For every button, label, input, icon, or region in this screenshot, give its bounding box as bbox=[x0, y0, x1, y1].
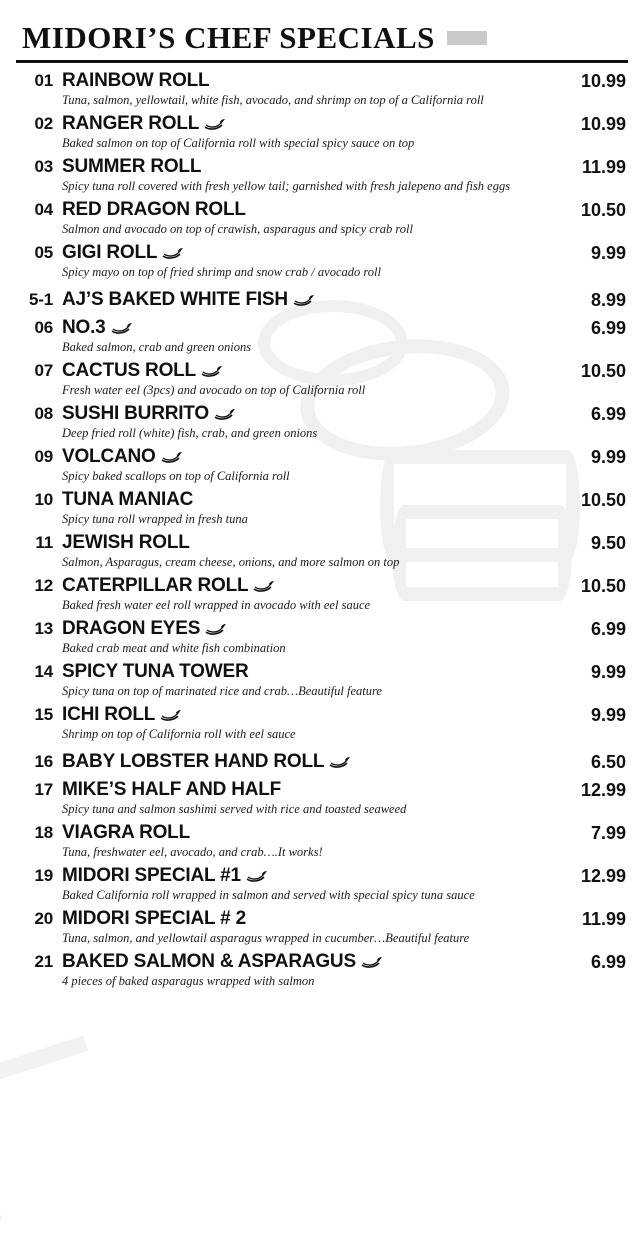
item-description: Tuna, salmon, and yellowtail asparagus wrapped in cucumber…Beautiful feature bbox=[62, 931, 470, 945]
item-body bbox=[62, 907, 564, 946]
menu-item-row bbox=[16, 703, 628, 742]
item-price: 6.99 bbox=[590, 952, 626, 972]
menu-item-row bbox=[16, 750, 628, 774]
item-body bbox=[62, 950, 564, 989]
item-price: 9.99 bbox=[590, 662, 626, 682]
page-title: MIDORI’S CHEF SPECIALS bbox=[22, 20, 435, 55]
item-price: 10.50 bbox=[580, 490, 626, 510]
item-number: 16 bbox=[34, 752, 53, 771]
chili-pepper-icon bbox=[205, 623, 227, 636]
item-description: Baked salmon, crab and green onions bbox=[62, 340, 252, 354]
item-number: 07 bbox=[34, 361, 53, 380]
item-title bbox=[62, 198, 564, 222]
header-block-mark bbox=[447, 31, 487, 45]
item-body bbox=[62, 155, 564, 194]
item-title bbox=[62, 402, 564, 426]
item-number: 14 bbox=[34, 662, 53, 681]
chili-pepper-icon bbox=[361, 956, 383, 969]
item-description: Spicy tuna and salmon sashimi served with rice and toasted seaweed bbox=[62, 802, 407, 816]
item-description: Fresh water eel (3pcs) and avocado on top of California roll bbox=[62, 383, 366, 397]
item-name: AJ’S BAKED WHITE FISH bbox=[62, 289, 288, 310]
menu-item-row bbox=[16, 445, 628, 484]
item-description: Salmon and avocado on top of crawish, asparagus and spicy crab roll bbox=[62, 222, 413, 236]
menu-item-row bbox=[16, 69, 628, 108]
item-title bbox=[62, 750, 564, 774]
item-title bbox=[62, 359, 564, 383]
item-body bbox=[62, 402, 564, 441]
item-name: MIDORI SPECIAL # 2 bbox=[62, 908, 246, 929]
menu-item-row bbox=[16, 198, 628, 237]
menu-item-row bbox=[16, 359, 628, 398]
item-title bbox=[62, 155, 564, 179]
menu-item-row bbox=[16, 778, 628, 817]
menu-header bbox=[16, 14, 628, 63]
chili-pepper-icon bbox=[160, 709, 182, 722]
menu-item-row bbox=[16, 660, 628, 699]
item-description: Baked salmon on top of California roll with special spicy sauce on top bbox=[62, 136, 415, 150]
chili-pepper-icon bbox=[111, 322, 133, 335]
item-name: CACTUS ROLL bbox=[62, 360, 196, 381]
item-title bbox=[62, 617, 564, 641]
item-body bbox=[62, 864, 564, 903]
item-number: 12 bbox=[34, 576, 53, 595]
item-name: JEWISH ROLL bbox=[62, 532, 190, 553]
item-description: Baked crab meat and white fish combination bbox=[62, 641, 286, 655]
item-title bbox=[62, 241, 564, 265]
item-price: 6.50 bbox=[590, 752, 626, 772]
item-name: BAKED SALMON & ASPARAGUS bbox=[62, 951, 356, 972]
menu-item-row bbox=[16, 288, 628, 312]
item-body bbox=[62, 778, 564, 817]
menu-item-row bbox=[16, 316, 628, 355]
item-title bbox=[62, 703, 564, 727]
item-description: Tuna, freshwater eel, avocado, and crab….It works! bbox=[62, 845, 323, 859]
item-description: Spicy tuna roll covered with fresh yellow tail; garnished with fresh jalepeno and fish eggs bbox=[62, 179, 511, 193]
item-description: Baked fresh water eel roll wrapped in avocado with eel sauce bbox=[62, 598, 371, 612]
item-description: 4 pieces of baked asparagus wrapped with salmon bbox=[62, 974, 315, 988]
item-number: 10 bbox=[34, 490, 53, 509]
item-body bbox=[62, 574, 564, 613]
item-name: GIGI ROLL bbox=[62, 242, 158, 263]
item-body bbox=[62, 660, 564, 699]
item-name: NO.3 bbox=[62, 317, 106, 338]
item-body bbox=[62, 617, 564, 656]
item-description: Spicy tuna on top of marinated rice and crab…Beautiful feature bbox=[62, 684, 382, 698]
item-name: MIDORI SPECIAL #1 bbox=[62, 865, 241, 886]
chili-pepper-icon bbox=[162, 247, 184, 260]
item-price: 6.99 bbox=[590, 318, 626, 338]
item-number: 5-1 bbox=[29, 290, 53, 309]
item-body bbox=[62, 488, 564, 527]
item-price: 11.99 bbox=[581, 909, 626, 929]
item-title bbox=[62, 907, 564, 931]
item-price: 10.50 bbox=[580, 200, 626, 220]
item-price: 9.99 bbox=[590, 705, 626, 725]
item-body bbox=[62, 531, 564, 570]
item-title bbox=[62, 445, 564, 469]
item-title bbox=[62, 288, 564, 312]
item-name: TUNA MANIAC bbox=[62, 489, 194, 510]
item-number: 01 bbox=[34, 71, 53, 90]
menu-item-row bbox=[16, 864, 628, 903]
item-name: SUMMER ROLL bbox=[62, 156, 202, 177]
item-number: 15 bbox=[34, 705, 53, 724]
item-number: 20 bbox=[34, 909, 53, 928]
chili-pepper-icon bbox=[329, 756, 351, 769]
item-price: 12.99 bbox=[580, 780, 626, 800]
menu-item-row bbox=[16, 821, 628, 860]
item-number: 05 bbox=[34, 243, 53, 262]
item-body bbox=[62, 359, 564, 398]
item-name: RAINBOW ROLL bbox=[62, 70, 210, 91]
item-number: 09 bbox=[34, 447, 53, 466]
chili-pepper-icon bbox=[204, 118, 226, 131]
menu-item-row bbox=[16, 402, 628, 441]
item-price: 10.50 bbox=[580, 576, 626, 596]
menu-item-row bbox=[16, 950, 628, 989]
item-name: MIKE’S HALF AND HALF bbox=[62, 779, 282, 800]
item-title bbox=[62, 69, 564, 93]
item-title bbox=[62, 864, 564, 888]
item-name: BABY LOBSTER HAND ROLL bbox=[62, 751, 325, 772]
menu-item-row bbox=[16, 574, 628, 613]
item-title bbox=[62, 531, 564, 555]
item-name: SPICY TUNA TOWER bbox=[62, 661, 249, 682]
item-name: ICHI ROLL bbox=[62, 704, 156, 725]
item-price: 9.99 bbox=[590, 447, 626, 467]
item-body bbox=[62, 703, 564, 742]
item-price: 8.99 bbox=[590, 290, 626, 310]
item-price: 10.99 bbox=[580, 71, 626, 91]
item-title bbox=[62, 660, 564, 684]
item-price: 9.99 bbox=[590, 243, 626, 263]
item-number: 19 bbox=[34, 866, 53, 885]
menu-item-row bbox=[16, 112, 628, 151]
item-body bbox=[62, 750, 564, 774]
chili-pepper-icon bbox=[161, 451, 183, 464]
item-price: 12.99 bbox=[580, 866, 626, 886]
item-description: Baked California roll wrapped in salmon and served with special spicy tuna sauce bbox=[62, 888, 475, 902]
item-body bbox=[62, 198, 564, 237]
item-title bbox=[62, 821, 564, 845]
item-number: 13 bbox=[34, 619, 53, 638]
item-number: 02 bbox=[34, 114, 53, 133]
item-name: RANGER ROLL bbox=[62, 113, 200, 134]
chili-pepper-icon bbox=[253, 580, 275, 593]
item-name: VIAGRA ROLL bbox=[62, 822, 190, 843]
item-name: SUSHI BURRITO bbox=[62, 403, 209, 424]
menu-item-row bbox=[16, 617, 628, 656]
item-number: 11 bbox=[35, 533, 53, 552]
item-price: 10.99 bbox=[580, 114, 626, 134]
item-name: CATERPILLAR ROLL bbox=[62, 575, 249, 596]
item-title bbox=[62, 112, 564, 136]
item-name: VOLCANO bbox=[62, 446, 156, 467]
item-price: 6.99 bbox=[590, 404, 626, 424]
item-name: RED DRAGON ROLL bbox=[62, 199, 246, 220]
item-description: Deep fried roll (white) fish, crab, and green onions bbox=[62, 426, 318, 440]
chili-pepper-icon bbox=[293, 294, 315, 307]
item-description: Tuna, salmon, yellowtail, white fish, avocado, and shrimp on top of a California roll bbox=[62, 93, 484, 107]
chili-pepper-icon bbox=[246, 870, 268, 883]
item-description: Spicy tuna roll wrapped in fresh tuna bbox=[62, 512, 248, 526]
menu-item-row bbox=[16, 531, 628, 570]
chili-pepper-icon bbox=[201, 365, 223, 378]
item-price: 6.99 bbox=[590, 619, 626, 639]
item-body bbox=[62, 288, 564, 312]
item-description: Spicy mayo on top of fried shrimp and snow crab / avocado roll bbox=[62, 265, 381, 279]
menu-item-row bbox=[16, 907, 628, 946]
item-body bbox=[62, 821, 564, 860]
item-price: 11.99 bbox=[581, 157, 626, 177]
item-number: 21 bbox=[34, 952, 53, 971]
item-description: Shrimp on top of California roll with eel sauce bbox=[62, 727, 296, 741]
watermark-corner-mark bbox=[0, 1035, 130, 1224]
item-number: 03 bbox=[34, 157, 53, 176]
item-body bbox=[62, 112, 564, 151]
item-number: 08 bbox=[34, 404, 53, 423]
item-body bbox=[62, 316, 564, 355]
item-name: DRAGON EYES bbox=[62, 618, 201, 639]
item-body bbox=[62, 69, 564, 108]
menu-item-row bbox=[16, 155, 628, 194]
item-title bbox=[62, 488, 564, 512]
item-description: Spicy baked scallops on top of California roll bbox=[62, 469, 290, 483]
item-body bbox=[62, 241, 564, 280]
item-number: 06 bbox=[34, 318, 53, 337]
menu-item-row bbox=[16, 241, 628, 280]
item-title bbox=[62, 316, 564, 340]
item-title bbox=[62, 950, 564, 974]
item-title bbox=[62, 574, 564, 598]
item-description: Salmon, Asparagus, cream cheese, onions, and more salmon on top bbox=[62, 555, 400, 569]
item-price: 9.50 bbox=[590, 533, 626, 553]
item-number: 18 bbox=[34, 823, 53, 842]
item-price: 7.99 bbox=[590, 823, 626, 843]
chili-pepper-icon bbox=[214, 408, 236, 421]
item-body bbox=[62, 445, 564, 484]
item-price: 10.50 bbox=[580, 361, 626, 381]
item-number: 17 bbox=[34, 780, 53, 799]
item-number: 04 bbox=[34, 200, 53, 219]
menu-item-row bbox=[16, 488, 628, 527]
menu-item-list bbox=[16, 69, 628, 989]
item-title bbox=[62, 778, 564, 802]
